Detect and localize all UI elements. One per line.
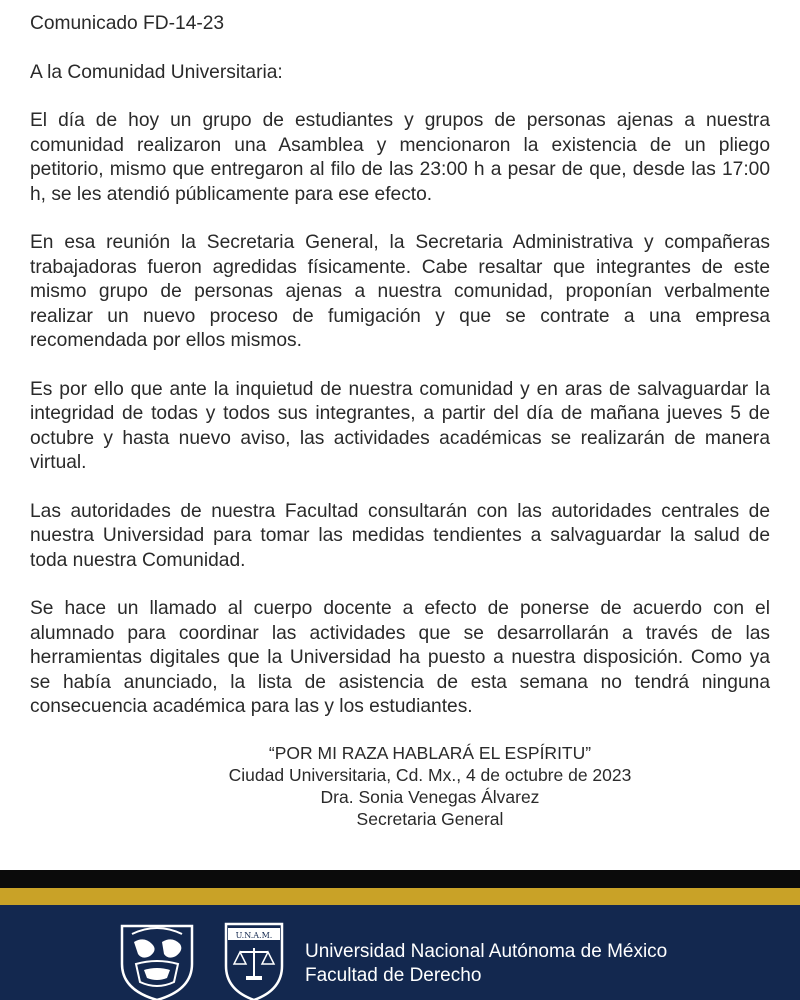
unam-coat-of-arms-icon: [112, 920, 202, 1000]
motto: “POR MI RAZA HABLARÁ EL ESPÍRITU”: [268, 742, 592, 763]
greeting: A la Comunidad Universitaria:: [30, 61, 283, 83]
signer-title: Secretaria General: [356, 808, 504, 829]
footer-gold-band: [0, 888, 800, 905]
footer-black-band: [0, 870, 800, 888]
paragraph-5: Se hace un llamado al cuerpo docente a efecto de ponerse de acuerdo con el alumnado para coordinar las actividades que se desarrollarán a través de las herramientas digitales que la Universidad ha puesto a nuestra disposición. Como ya se había anunciado, la lista de asistencia de esta semana no tendrá ninguna consecuencia académica para las y los estudiantes.: [30, 598, 770, 717]
signature-block: [30, 742, 770, 830]
institution-name: [305, 940, 667, 988]
law-faculty-shield-icon: [222, 920, 286, 1000]
logo-text: U.N.A.M.: [235, 931, 273, 940]
paragraph-3: Es por ello que ante la inquietud de nuestra comunidad y en aras de salvaguardar la integridad de todas y todos sus integrantes, a partir del día de mañana jueves 5 de octubre y hasta nuevo aviso, las actividades académicas se realizarán de manera virtual.: [30, 378, 770, 473]
paragraph-4: Las autoridades de nuestra Facultad consultarán con las autoridades centrales de nuestra Universidad para tomar las medidas tendientes a salvaguardar la salud de toda nuestra Comunidad.: [30, 500, 770, 571]
place-date: Ciudad Universitaria, Cd. Mx., 4 de octubre de 2023: [228, 764, 632, 785]
paragraph-2: En esa reunión la Secretaria General, la Secretaria Administrativa y compañeras trabajadoras fueron agredidas físicamente. Cabe resaltar que integrantes de este mismo grupo de personas ajenas a nuestra comunidad, proponían verbalmente realizar un nuevo proceso de fumigación y que se contrate a una empresa recomendada por ellos mismos.: [30, 232, 770, 351]
faculty-name: Facultad de Derecho: [305, 965, 482, 986]
university-name: Universidad Nacional Autónoma de México: [305, 941, 668, 962]
communique-reference: Comunicado FD-14-23: [30, 13, 225, 34]
paragraph-1: El día de hoy un grupo de estudiantes y grupos de personas ajenas a nuestra comunidad realizaron una Asamblea y mencionaron la existencia de un pliego petitorio, mismo que entregaron al filo de las 23:00 h a pesar de que, desde las 17:00 h, se les atendió públicamente para ese efecto.: [30, 110, 770, 205]
signer-name: Dra. Sonia Venegas Álvarez: [320, 786, 540, 807]
communique-body: [30, 12, 770, 830]
